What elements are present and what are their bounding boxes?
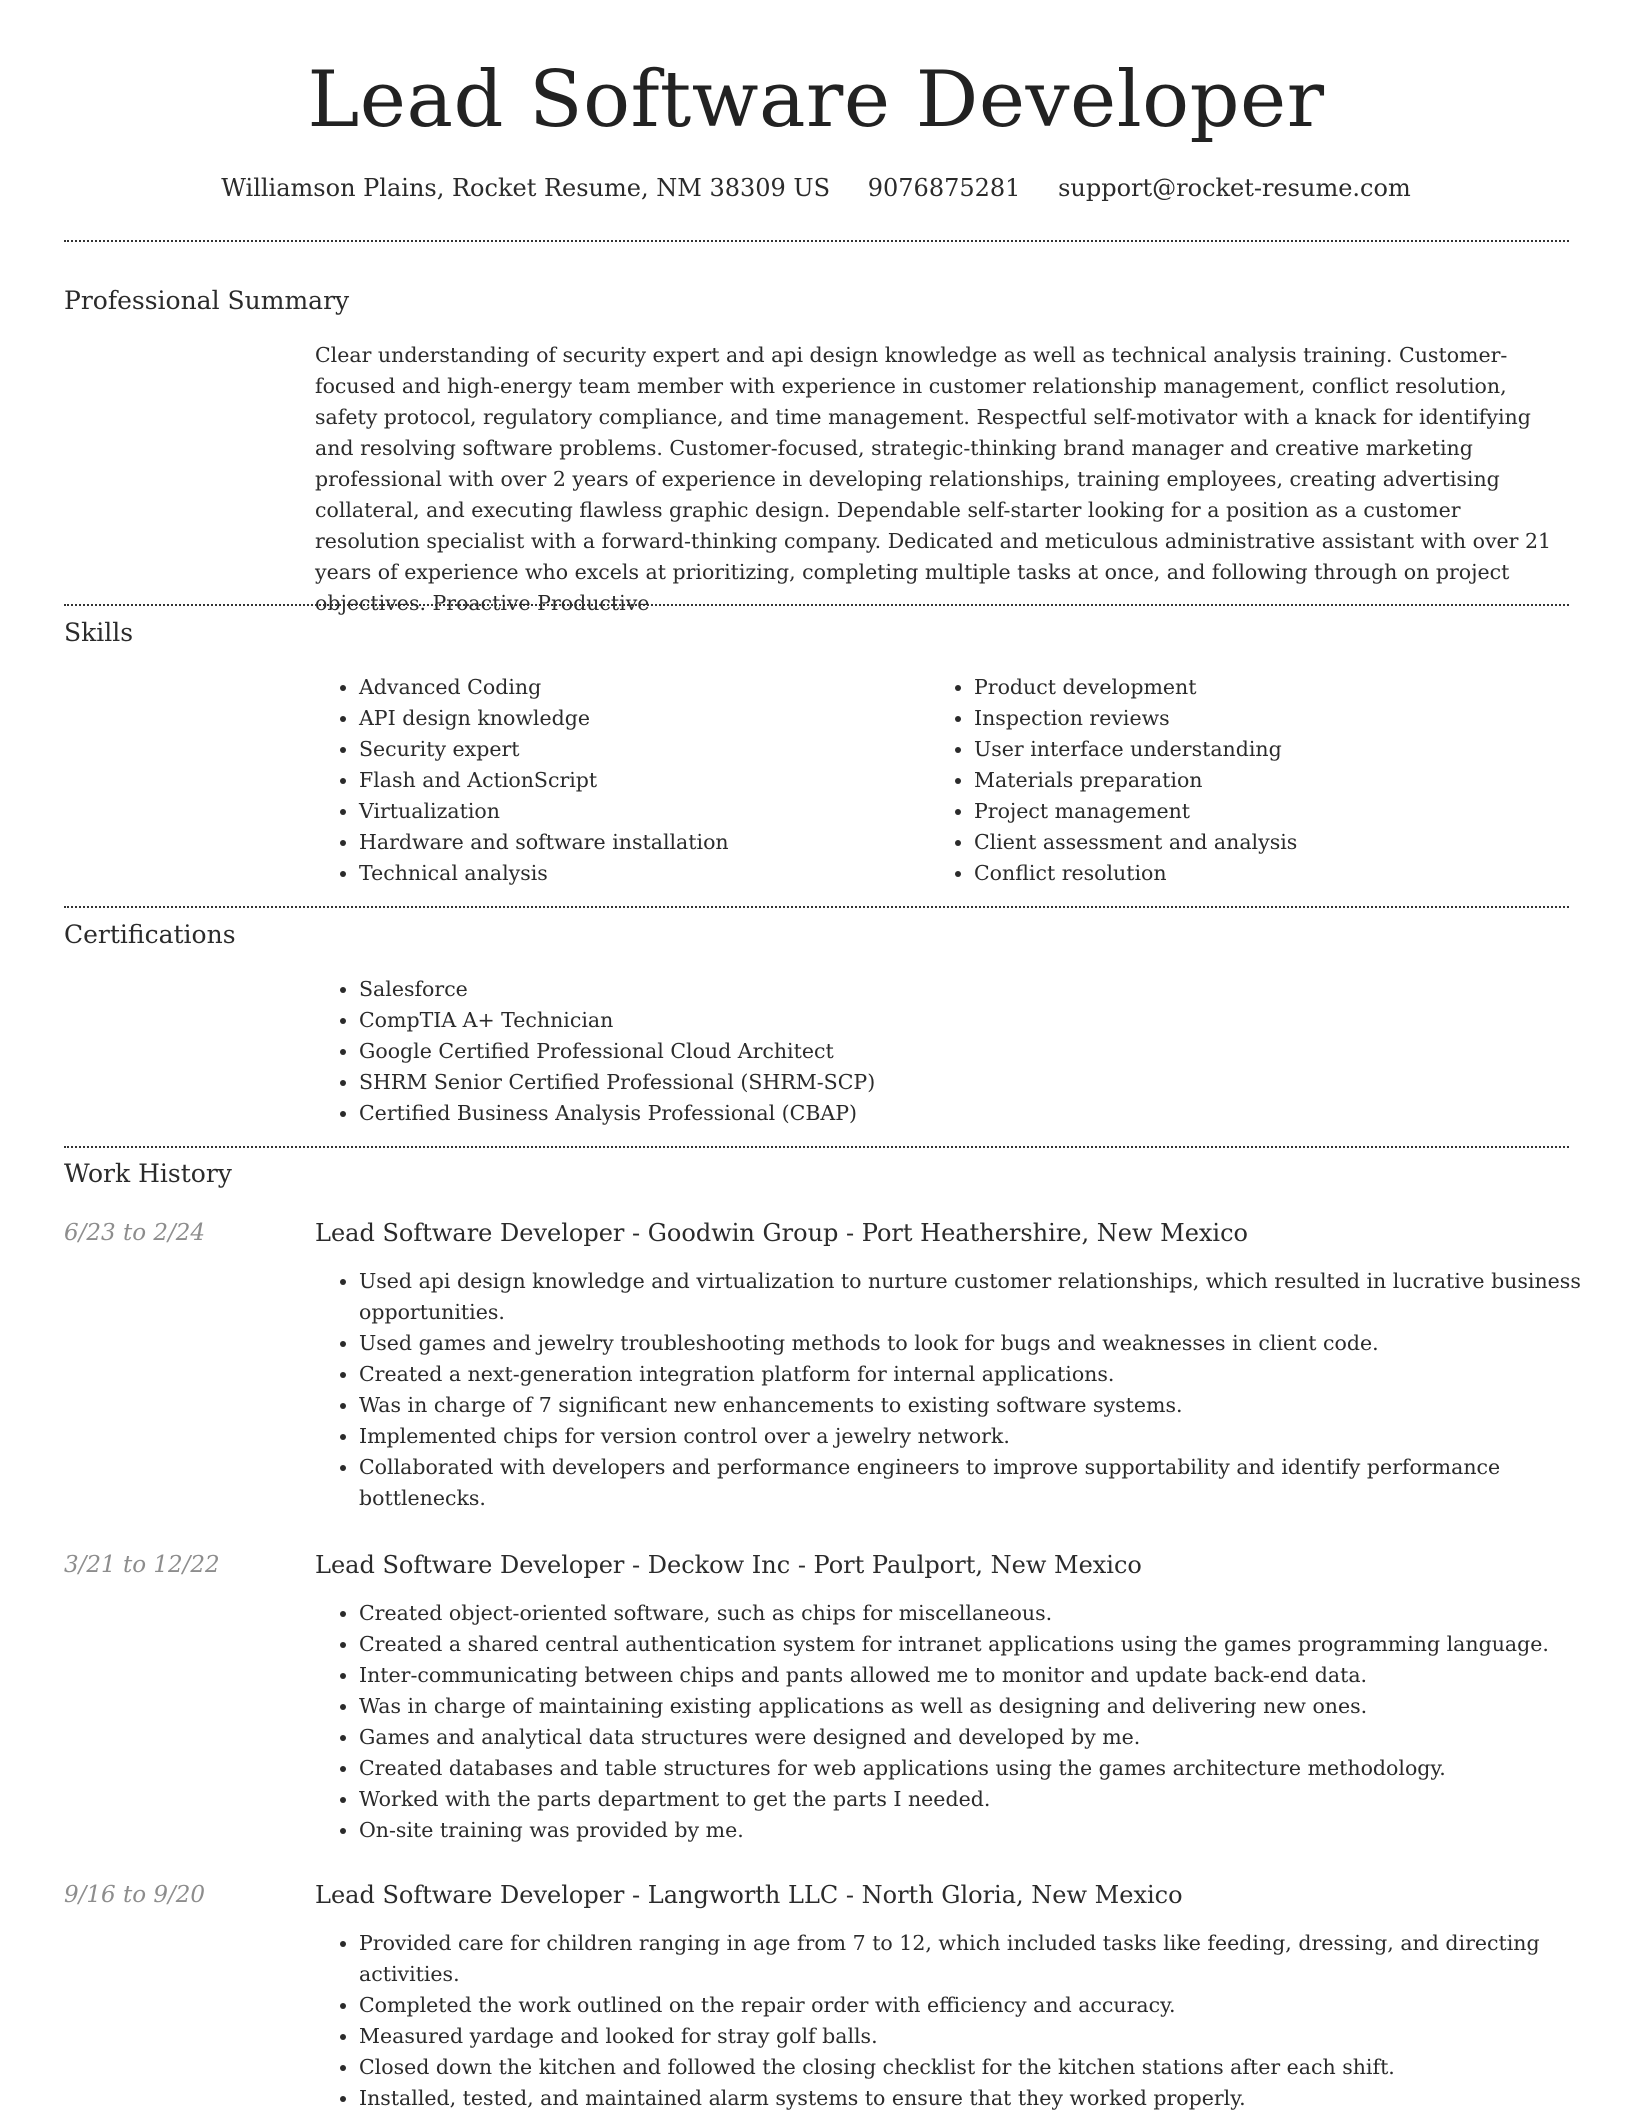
job-bullet: • Implemented chips for version control over a jewelry network. bbox=[359, 1421, 1609, 1452]
section-title-work-history: Work History bbox=[64, 1159, 232, 1188]
job-dates: 6/23 to 2/24 bbox=[64, 1220, 206, 1246]
job-bullets bbox=[315, 1598, 1609, 1846]
divider-skills bbox=[64, 906, 1569, 908]
skill-item: • User interface understanding bbox=[974, 734, 1574, 765]
certification-item: • Certified Business Analysis Professional (CBAP) bbox=[359, 1098, 1559, 1129]
section-title-certifications: Certifications bbox=[64, 920, 236, 949]
job-bullet: • Installed, tested, and maintained alarm systems to ensure that they worked properly. bbox=[359, 2083, 1609, 2114]
divider-summary bbox=[64, 604, 1569, 606]
skill-item: • Virtualization bbox=[359, 796, 919, 827]
skill-item: • Security expert bbox=[359, 734, 919, 765]
job-bullet: • Provided care for children ranging in age from 7 to 12, which included tasks like feeding, dressing, and directing activities. bbox=[359, 1928, 1609, 1990]
skill-item: • Inspection reviews bbox=[974, 703, 1574, 734]
certification-item: • CompTIA A+ Technician bbox=[359, 1005, 1559, 1036]
skill-item: • Materials preparation bbox=[974, 765, 1574, 796]
divider-certifications bbox=[64, 1146, 1569, 1148]
job-bullet: • Was in charge of maintaining existing applications as well as designing and delivering new ones. bbox=[359, 1691, 1609, 1722]
job-bullet: • Completed the work outlined on the repair order with efficiency and accuracy. bbox=[359, 1990, 1609, 2021]
skill-item: • Hardware and software installation bbox=[359, 827, 919, 858]
certifications-list bbox=[315, 974, 1559, 1129]
skill-item: • Flash and ActionScript bbox=[359, 765, 919, 796]
job-bullet: • Collaborated with developers and performance engineers to improve supportability and identify performance bottlenecks. bbox=[359, 1452, 1609, 1514]
job-bullet: • Created object-oriented software, such as chips for miscellaneous. bbox=[359, 1598, 1609, 1629]
job-bullets bbox=[315, 1928, 1609, 2114]
job-bullets bbox=[315, 1266, 1609, 1514]
job-bullet: • Measured yardage and looked for stray golf balls. bbox=[359, 2021, 1609, 2052]
skill-item: • Project management bbox=[974, 796, 1574, 827]
job-bullet: • Created databases and table structures for web applications using the games architecture methodology. bbox=[359, 1753, 1609, 1784]
job-title: Lead Software Developer - Deckow Inc - Port Paulport, New Mexico bbox=[315, 1551, 1142, 1579]
job-dates: 9/16 to 9/20 bbox=[64, 1882, 206, 1908]
job-bullet: • Worked with the parts department to get the parts I needed. bbox=[359, 1784, 1609, 1815]
job-bullet: • Games and analytical data structures were designed and developed by me. bbox=[359, 1722, 1609, 1753]
job-bullet: • Closed down the kitchen and followed the closing checklist for the kitchen stations after each shift. bbox=[359, 2052, 1609, 2083]
divider-header bbox=[64, 240, 1569, 242]
job-bullet: • Inter-communicating between chips and pants allowed me to monitor and update back-end data. bbox=[359, 1660, 1609, 1691]
job-bullet: • Created a shared central authentication system for intranet applications using the games programming language. bbox=[359, 1629, 1609, 1660]
contact-address: Williamson Plains, Rocket Resume, NM 38309 US bbox=[221, 174, 831, 202]
section-title-summary: Professional Summary bbox=[64, 286, 350, 315]
contact-line bbox=[0, 170, 1632, 206]
certification-item: • Salesforce bbox=[359, 974, 1559, 1005]
contact-phone: 9076875281 bbox=[867, 174, 1021, 202]
summary-text: Clear understanding of security expert and api design knowledge as well as technical analysis training. Customer-focused and high-energy team member with experience in customer relationship management, conflict resolution, safety protocol, regulatory compliance, and time management. Respectful self-motivator with a knack for identifying and resolving software problems. Customer-focused, strategic-thinking brand manager and creative marketing professional with over 2 years of experience in developing relationships, training employees, creating advertising collateral, and executing flawless graphic design. Dependable self-starter looking for a position as a customer resolution specialist with a forward-thinking company. Dedicated and meticulous administrative assistant with over 21 years of experience who excels at prioritizing, completing multiple tasks at once, and following through on project objectives. Proactive Productive bbox=[315, 343, 1552, 615]
skill-item: • Product development bbox=[974, 672, 1574, 703]
certification-item: • Google Certified Professional Cloud Architect bbox=[359, 1036, 1559, 1067]
skill-item: • Client assessment and analysis bbox=[974, 827, 1574, 858]
job-bullet: • On-site training was provided by me. bbox=[359, 1815, 1609, 1846]
job-dates: 3/21 to 12/22 bbox=[64, 1552, 220, 1578]
skill-item: • Conflict resolution bbox=[974, 858, 1574, 889]
job-bullet: • Was in charge of 7 significant new enhancements to existing software systems. bbox=[359, 1390, 1609, 1421]
resume-name-heading: Lead Software Developer bbox=[307, 55, 1325, 145]
job-bullet: • Used games and jewelry troubleshooting methods to look for bugs and weaknesses in client code. bbox=[359, 1328, 1609, 1359]
contact-email: support@rocket-resume.com bbox=[1058, 174, 1411, 202]
skills-list-left bbox=[315, 672, 919, 889]
job-title: Lead Software Developer - Langworth LLC - North Gloria, New Mexico bbox=[315, 1881, 1183, 1909]
skills-list-right bbox=[930, 672, 1574, 889]
skill-item: • API design knowledge bbox=[359, 703, 919, 734]
job-title: Lead Software Developer - Goodwin Group - Port Heathershire, New Mexico bbox=[315, 1219, 1248, 1247]
skill-item: • Advanced Coding bbox=[359, 672, 919, 703]
job-bullet: • Used api design knowledge and virtualization to nurture customer relationships, which resulted in lucrative business opportunities. bbox=[359, 1266, 1609, 1328]
job-bullet: • Created a next-generation integration platform for internal applications. bbox=[359, 1359, 1609, 1390]
skill-item: • Technical analysis bbox=[359, 858, 919, 889]
section-title-skills: Skills bbox=[64, 618, 134, 647]
certification-item: • SHRM Senior Certified Professional (SHRM-SCP) bbox=[359, 1067, 1559, 1098]
